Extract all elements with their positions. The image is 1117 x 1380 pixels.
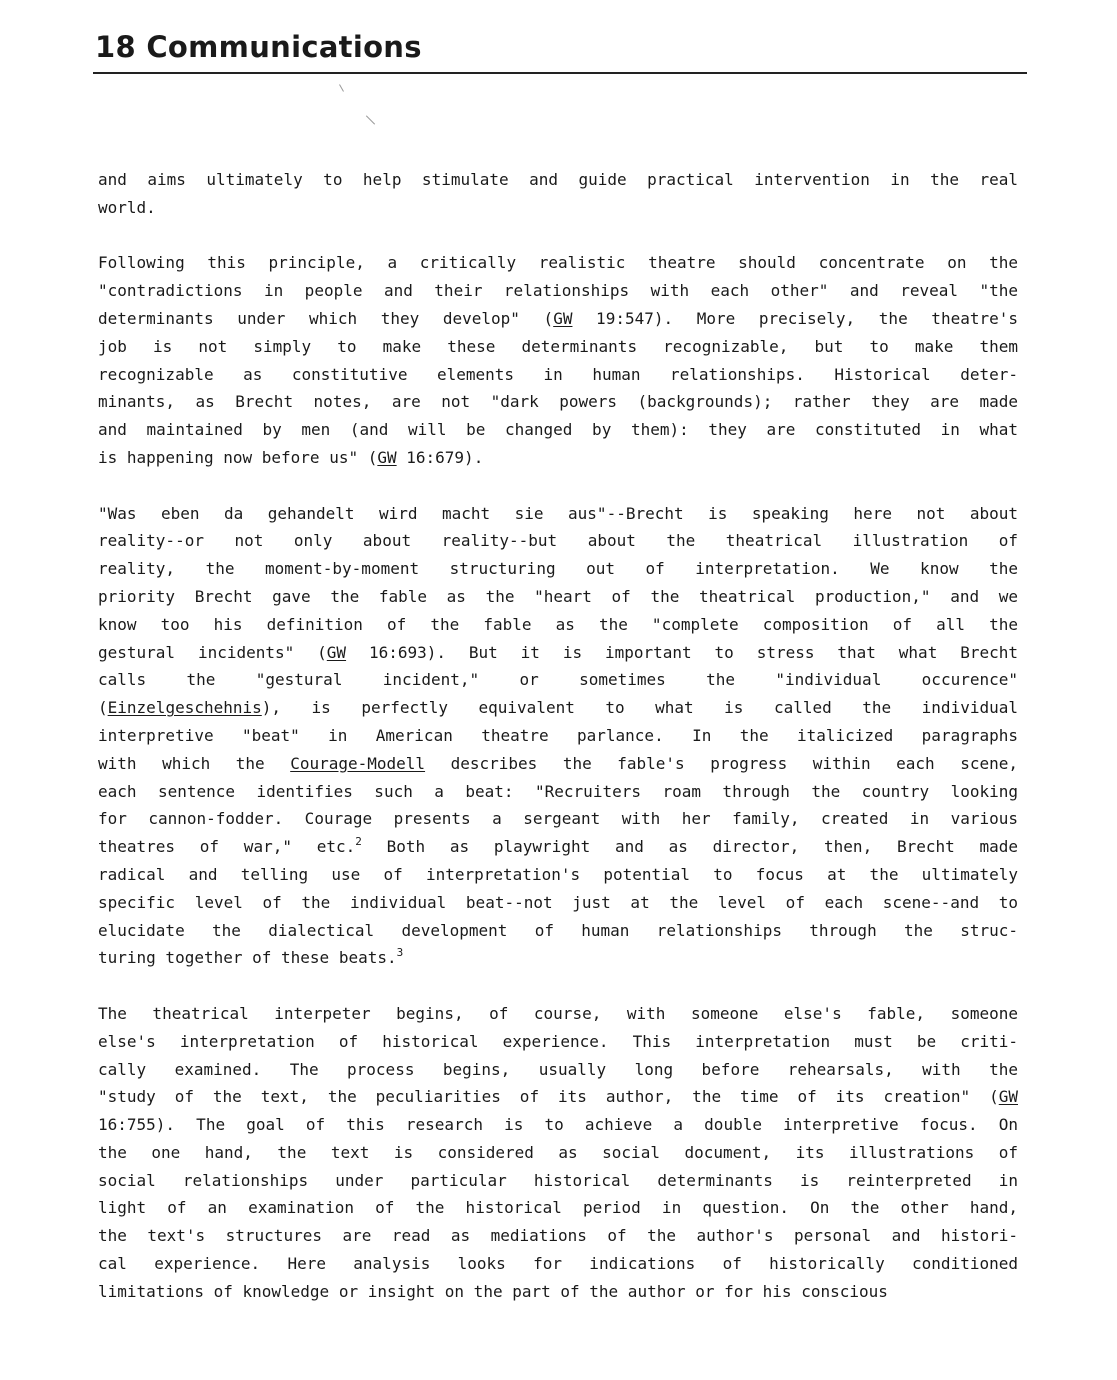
text-segment: Both as playwright and as director, then, Brecht made xyxy=(361,837,1019,857)
text-line xyxy=(98,500,1018,528)
text-segment: interpretive "beat" in American theatre parlance. In the italicized paragraphs xyxy=(98,725,1018,745)
text-segment: world. xyxy=(98,197,156,217)
text-line xyxy=(98,583,1018,611)
text-segment: "contradictions in people and their relationships with each other" and reveal "the xyxy=(98,281,1018,301)
text-line xyxy=(98,277,1018,305)
text-segment: elucidate the dialectical development of human relationships through the struc- xyxy=(98,920,1018,940)
text-line xyxy=(98,388,1018,416)
text-line xyxy=(98,1083,1018,1111)
text-line xyxy=(98,1222,1018,1250)
text-segment: ), is perfectly equivalent to what is called the individual xyxy=(261,698,1018,718)
text-segment: calls the "gestural incident," or sometimes the "individual occurence" xyxy=(98,670,1018,690)
text-segment: with which the xyxy=(98,753,291,773)
text-segment: else's interpretation of historical experience. This interpretation must be criti- xyxy=(98,1031,1018,1051)
text-segment: describes the fable's progress within each scene, xyxy=(425,753,1019,773)
text-line xyxy=(98,1250,1018,1278)
text-line xyxy=(98,305,1018,333)
text-line xyxy=(98,750,1018,778)
text-line xyxy=(98,944,1018,972)
text-line xyxy=(98,361,1018,389)
text-line xyxy=(98,1278,1018,1306)
paragraph xyxy=(98,500,1018,973)
text-line xyxy=(98,666,1018,694)
text-segment: reality, the moment-by-moment structuring out of interpretation. We know the xyxy=(98,559,1018,579)
paragraph xyxy=(98,166,1018,222)
text-line xyxy=(98,555,1018,583)
text-line xyxy=(98,527,1018,555)
text-line xyxy=(98,1139,1018,1167)
text-segment: The theatrical interpeter begins, of course, with someone else's fable, someone xyxy=(98,1003,1018,1023)
text-segment: ( xyxy=(98,698,108,718)
text-segment: 16:755). The goal of this research is to achieve a double interpretive focus. On xyxy=(98,1115,1018,1135)
text-segment: cal experience. Here analysis looks for indications of historically conditioned xyxy=(98,1254,1018,1274)
text-line xyxy=(98,249,1018,277)
text-segment: and maintained by men (and will be changed by them): they are constituted in what xyxy=(98,420,1018,440)
text-segment: social relationships under particular historical determinants is reinterpreted in xyxy=(98,1170,1018,1190)
underlined-text: Courage-Modell xyxy=(290,753,426,773)
text-segment: know too his definition of the fable as the "complete composition of all the xyxy=(98,614,1018,634)
text-line xyxy=(98,639,1018,667)
text-line xyxy=(98,1000,1018,1028)
text-segment: 16:693). But it is important to stress that what Brecht xyxy=(346,642,1018,662)
text-segment: limitations of knowledge or insight on the part of the author or for his conscious xyxy=(98,1281,888,1301)
underlined-text: Einzelgeschehnis xyxy=(107,698,262,718)
text-segment: priority Brecht gave the fable as the "heart of the theatrical production," and we xyxy=(98,586,1018,606)
text-segment: and aims ultimately to help stimulate and guide practical intervention in the real xyxy=(98,170,1018,189)
text-line xyxy=(98,1028,1018,1056)
text-line xyxy=(98,333,1018,361)
text-segment: Following this principle, a critically realistic theatre should concentrate on the xyxy=(98,253,1018,273)
text-segment: minants, as Brecht notes, are not "dark powers (backgrounds); rather they are made xyxy=(98,392,1018,412)
paragraph xyxy=(98,249,1018,471)
text-segment: the one hand, the text is considered as social document, its illustrations of xyxy=(98,1142,1018,1162)
page-header xyxy=(93,28,1027,74)
text-segment: theatres of war," etc. xyxy=(98,837,356,857)
text-line xyxy=(98,1167,1018,1195)
text-line xyxy=(98,722,1018,750)
text-line xyxy=(98,833,1018,861)
footnote-ref: 3 xyxy=(396,946,404,960)
text-segment: "study of the text, the peculiarities of its author, the time of its creation" ( xyxy=(98,1087,999,1107)
underlined-text: GW xyxy=(998,1087,1018,1107)
text-line xyxy=(98,194,1018,222)
paragraph xyxy=(98,1000,1018,1306)
text-segment: reality--or not only about reality--but about the theatrical illustration of xyxy=(98,531,1018,551)
text-segment: gestural incidents" ( xyxy=(98,642,327,662)
scan-mark xyxy=(339,84,344,91)
text-segment: is happening now before us" ( xyxy=(98,447,378,467)
text-line xyxy=(98,861,1018,889)
text-segment: the text's structures are read as mediations of the author's personal and histori- xyxy=(98,1226,1018,1246)
text-segment: recognizable as constitutive elements in human relationships. Historical deter- xyxy=(98,364,1018,384)
text-segment: light of an examination of the historical period in question. On the other hand, xyxy=(98,1198,1018,1218)
text-segment: for cannon-fodder. Courage presents a sergeant with her family, created in various xyxy=(98,809,1018,829)
text-line xyxy=(98,778,1018,806)
text-line xyxy=(98,805,1018,833)
text-segment: "Was eben da gehandelt wird macht sie aus"--Brecht is speaking here not about xyxy=(98,503,1018,523)
page-number-and-title: 18 Communications xyxy=(95,30,422,64)
text-line xyxy=(98,889,1018,917)
body-text xyxy=(98,166,1018,1333)
text-line xyxy=(98,1194,1018,1222)
underlined-text: GW xyxy=(377,447,397,467)
text-segment: cally examined. The process begins, usually long before rehearsals, with the xyxy=(98,1059,1018,1079)
text-line xyxy=(98,1111,1018,1139)
underlined-text: GW xyxy=(553,308,573,328)
text-line xyxy=(98,611,1018,639)
text-line xyxy=(98,444,1018,472)
text-segment: radical and telling use of interpretation's potential to focus at the ultimately xyxy=(98,864,1018,884)
footnote-ref: 2 xyxy=(355,835,362,849)
text-segment: each sentence identifies such a beat: "Recruiters roam through the country looking xyxy=(98,781,1018,801)
text-segment: 16:679). xyxy=(396,447,484,467)
scan-mark xyxy=(366,115,375,124)
text-line xyxy=(98,917,1018,945)
text-line xyxy=(98,416,1018,444)
text-segment: turing together of these beats. xyxy=(98,948,397,968)
text-segment: specific level of the individual beat--not just at the level of each scene--and to xyxy=(98,892,1018,912)
text-segment: 19:547). More precisely, the theatre's xyxy=(572,308,1018,328)
text-line xyxy=(98,694,1018,722)
text-segment: job is not simply to make these determinants recognizable, but to make them xyxy=(98,336,1018,356)
underlined-text: GW xyxy=(326,642,347,662)
text-segment: determinants under which they develop" ( xyxy=(98,308,554,328)
text-line xyxy=(98,166,1018,194)
text-line xyxy=(98,1056,1018,1084)
